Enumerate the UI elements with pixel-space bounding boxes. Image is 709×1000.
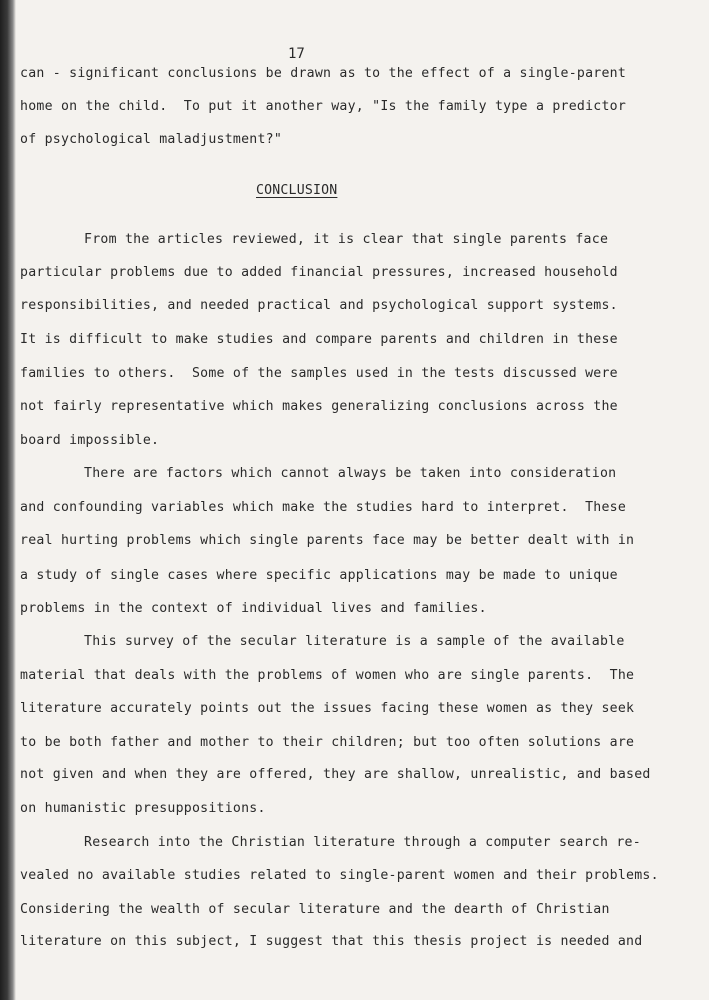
- paragraph-first-line: This survey of the secular literature is a sample of the available: [84, 634, 625, 649]
- paragraph-first-line: From the articles reviewed, it is clear that single parents face: [84, 232, 609, 247]
- text-line: and confounding variables which make the studies hard to interpret. These: [20, 500, 627, 515]
- text-line: It is difficult to make studies and compare parents and children in these: [20, 332, 618, 347]
- text-line: to be both father and mother to their children; but too often solutions are: [20, 735, 635, 750]
- text-line: problems in the context of individual lives and families.: [20, 601, 487, 616]
- text-line: particular problems due to added financial pressures, increased household: [20, 265, 618, 280]
- paragraph-first-line: There are factors which cannot always be taken into consideration: [84, 466, 617, 481]
- text-line: families to others. Some of the samples used in the tests discussed were: [20, 366, 618, 381]
- text-line: on humanistic presuppositions.: [20, 801, 266, 816]
- text-line: board impossible.: [20, 433, 160, 448]
- text-line: a study of single cases where specific applications may be made to unique: [20, 568, 618, 583]
- binding-shadow: [0, 0, 16, 1000]
- text-line: of psychological maladjustment?": [20, 132, 283, 147]
- page-number: 17: [288, 46, 305, 62]
- text-line: home on the child. To put it another way, "Is the family type a predictor: [20, 99, 627, 114]
- text-line: responsibilities, and needed practical and psychological support systems.: [20, 298, 618, 313]
- section-heading: CONCLUSION: [256, 183, 338, 198]
- text-line: Considering the wealth of secular literature and the dearth of Christian: [20, 902, 610, 917]
- text-line: can - significant conclusions be drawn as to the effect of a single-parent: [20, 66, 627, 81]
- text-line: literature on this subject, I suggest that this thesis project is needed and: [20, 934, 643, 949]
- text-line: not given and when they are offered, they are shallow, unrealistic, and based: [20, 767, 651, 782]
- text-line: literature accurately points out the issues facing these women as they seek: [20, 701, 635, 716]
- text-line: real hurting problems which single parents face may be better dealt with in: [20, 533, 635, 548]
- text-line: vealed no available studies related to single-parent women and their problems.: [20, 868, 659, 883]
- text-line: not fairly representative which makes generalizing conclusions across the: [20, 399, 618, 414]
- paragraph-first-line: Research into the Christian literature through a computer search re-: [84, 835, 641, 850]
- text-line: material that deals with the problems of women who are single parents. The: [20, 668, 635, 683]
